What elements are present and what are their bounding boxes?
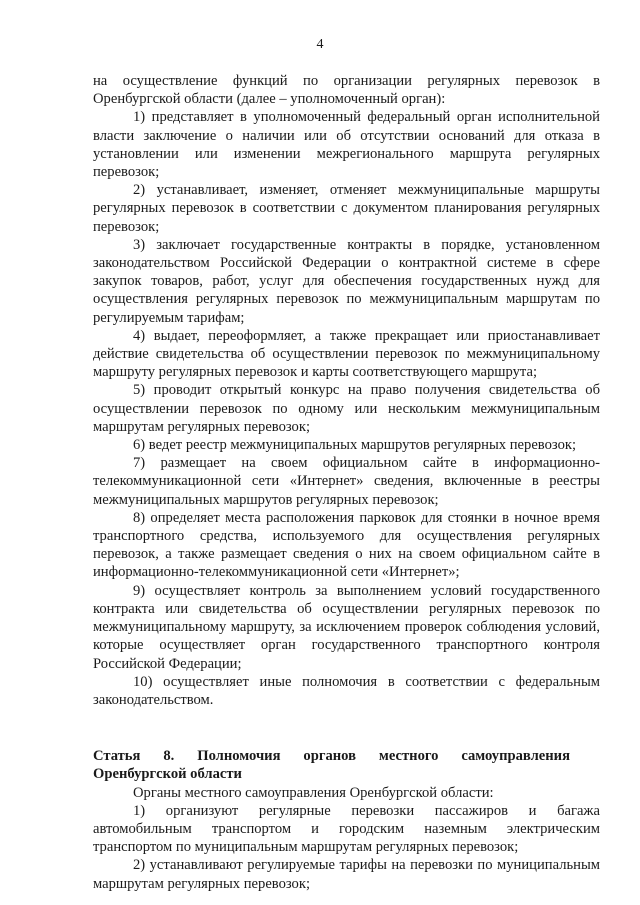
list-item: 5) проводит открытый конкурс на право получения свидетельства об осуществлении перевозок по одному или нескольким межмуниципальным маршрутам регулярных перевозок;: [93, 382, 600, 435]
list-item: 1) организуют регулярные перевозки пассажиров и багажа автомобильным транспортом и городским наземным электрическим транспортом по муниципальным маршрутам регулярных перевозок;: [93, 802, 600, 856]
document-body: [93, 72, 600, 893]
article-heading: Статья 8. Полномочия органов местного самоуправления Оренбургской области: [93, 748, 570, 783]
paragraph-intro-continuation: на осуществление функций по организации регулярных перевозок в Оренбургской области (далее – уполномоченный орган):: [93, 73, 600, 108]
list-item: 2) устанавливает, изменяет, отменяет межмуниципальные маршруты регулярных перевозок в соответствии с документом планирования регулярных перевозок;: [93, 182, 600, 235]
list-item: 2) устанавливают регулируемые тарифы на перевозки по муниципальным маршрутам регулярных перевозок;: [93, 857, 600, 892]
list-item: 8) определяет места расположения парковок для стоянки в ночное время транспортного средства, используемого для осуществления регулярных перевозок, а также размещает сведения о них на своем официальном сайте в информационно-телекоммуникационной сети «Интернет»;: [93, 509, 600, 581]
list-item: 9) осуществляет контроль за выполнением условий государственного контракта или свидетельства об осуществлении регулярных перевозок по межмуниципальному маршруту, за исключением проверок соблюдения условий, которые осуществляет орган государственного транспортного контроля Российской Федерации;: [93, 582, 600, 672]
paragraph-article-intro: Органы местного самоуправления Оренбургской области:: [133, 784, 494, 801]
page-number: 4: [316, 37, 324, 52]
list-item: 4) выдает, переоформляет, а также прекращает или приостанавливает действие свидетельства об осуществлении перевозок по межмуниципальному маршруту регулярных перевозок и карты соответствующего маршрута;: [93, 327, 600, 381]
list-item: 6) ведет реестр межмуниципальных маршрутов регулярных перевозок;: [133, 437, 577, 454]
list-item: 3) заключает государственные контракты в порядке, установленном законодательством Российской Федерации о контрактной системе в сфере закупок товаров, работ, услуг для обеспечения государственных нужд для осуществления регулярных перевозок по межмуниципальным маршрутам по регулируемым тарифам;: [93, 236, 600, 326]
list-item: 10) осуществляет иные полномочия в соответствии с федеральным законодательством.: [93, 673, 600, 708]
list-item: 7) размещает на своем официальном сайте в информационно-телекоммуникационной сети «Интернет» сведения, включенные в реестры межмуниципальных маршрутов регулярных перевозок;: [93, 455, 600, 508]
list-item: 1) представляет в уполномоченный федеральный орган исполнительной власти заключение о наличии или об отсутствии оснований для отказа в установлении или изменении межрегионального маршрута регулярных перевозок;: [93, 109, 600, 181]
